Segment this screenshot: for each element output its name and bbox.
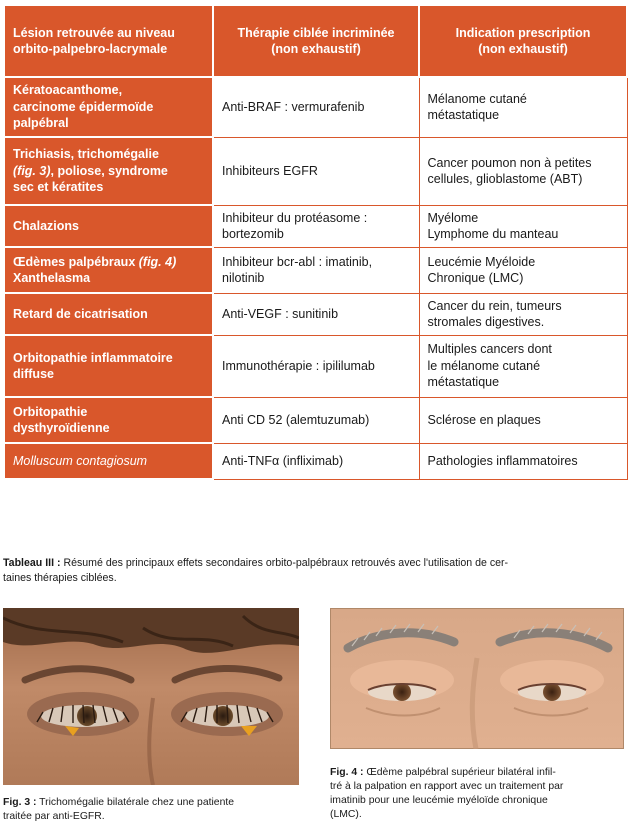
indication-cell-line: métastatique: [427, 108, 500, 123]
table-row: [4, 443, 627, 479]
fig3-caption: [3, 796, 303, 824]
fig4-photo: [330, 608, 624, 749]
side-effects-table: [3, 4, 628, 480]
therapy-cell: [213, 293, 419, 335]
lesion-cell: [4, 247, 213, 293]
lesion-cell-line: carcinome épidermoïde: [13, 99, 154, 114]
fig4-caption-label: Fig. 4 :: [330, 767, 364, 778]
therapy-cell-line: Anti CD 52 (alemtuzumab): [222, 412, 370, 427]
lesion-cell-line: Xanthelasma: [13, 271, 91, 285]
therapy-cell-line: Inhibiteur bcr-abl : imatinib,: [222, 254, 373, 269]
table-row: [4, 77, 627, 137]
indication-cell: [419, 137, 627, 205]
indication-cell-line: Lymphome du manteau: [427, 227, 559, 241]
lesion-cell: [4, 137, 213, 205]
therapy-cell-line: Anti-BRAF : vermurafenib: [222, 100, 365, 114]
table-row: [4, 293, 627, 335]
lesion-cell-line: dysthyroïdienne: [13, 421, 110, 435]
lesion-cell: [4, 77, 213, 137]
fig3-caption-text-1: Trichomégalie bilatérale chez une patiente: [36, 797, 235, 808]
lesion-cell-line: (fig. 3), poliose, syndrome: [13, 163, 168, 178]
therapy-cell: [213, 247, 419, 293]
table-row: [4, 335, 627, 397]
table-caption-label: Tableau III :: [3, 557, 61, 569]
indication-cell: [419, 247, 627, 293]
indication-cell: [419, 205, 627, 247]
therapy-cell-line: Inhibiteurs EGFR: [222, 163, 318, 178]
indication-cell-line: Mélanome cutané: [427, 91, 527, 106]
indication-cell-line: Leucémie Myéloide: [427, 254, 536, 269]
fig4-caption: [330, 766, 626, 822]
indication-cell: [419, 397, 627, 443]
therapy-cell: [213, 205, 419, 247]
fig3-caption-label: Fig. 3 :: [3, 797, 37, 808]
lesion-cell-line: Œdèmes palpébraux (fig. 4): [13, 254, 177, 269]
indication-cell-line: Chronique (LMC): [427, 271, 524, 285]
fig3-photo: [3, 608, 299, 785]
therapy-cell-line: bortezomib: [222, 227, 284, 241]
lesion-cell-line: palpébral: [13, 116, 69, 131]
indication-cell-line: stromales digestives.: [427, 315, 545, 329]
lesion-cell-line: Orbitopathie: [13, 404, 88, 419]
table-header-row: [4, 5, 627, 77]
fig4-caption-text-1: Œdème palpébral supérieur bilatéral infil-: [363, 767, 556, 778]
indication-cell-line: cellules, glioblastome (ABT): [427, 172, 583, 186]
lesion-cell: [4, 397, 213, 443]
lesion-cell: [4, 335, 213, 397]
therapy-cell-line: nilotinib: [222, 271, 265, 285]
lesion-cell-line: Molluscum contagiosum: [13, 453, 148, 468]
therapy-cell-line: Anti-VEGF : sunitinib: [222, 306, 339, 321]
lesion-cell-line: Orbitopathie inflammatoire: [13, 350, 173, 365]
lesion-cell-line: Trichiasis, trichomégalie: [13, 147, 159, 162]
indication-cell-line: Sclérose en plaques: [427, 412, 541, 427]
fig3-caption-text-2: traitée par anti-EGFR.: [3, 811, 105, 822]
lesion-cell-line: diffuse: [13, 367, 54, 381]
indication-cell-line: Myélome: [427, 210, 479, 225]
lesion-cell-line: Chalazions: [13, 218, 79, 233]
indication-cell-line: métastatique: [427, 375, 500, 390]
table-row: [4, 205, 627, 247]
indication-cell-line: Multiples cancers dont: [427, 342, 552, 357]
therapy-cell: [213, 137, 419, 205]
indication-cell: [419, 293, 627, 335]
therapy-cell-line: Inhibiteur du protéasome :: [222, 210, 368, 225]
therapy-cell: [213, 77, 419, 137]
header-indication: Indication prescription (non exhaustif): [419, 5, 627, 77]
table-caption: [3, 556, 623, 586]
therapy-cell-line: Anti-TNFα (infliximab): [222, 453, 344, 468]
indication-cell-line: le mélanome cutané: [427, 358, 541, 373]
header-lesion: Lésion retrouvée au niveau orbito-palpebro-lacrymale: [4, 5, 213, 77]
therapy-cell: [213, 397, 419, 443]
indication-cell: [419, 335, 627, 397]
indication-cell-line: Pathologies inflammatoires: [427, 453, 578, 468]
lesion-cell-line: Retard de cicatrisation: [13, 306, 148, 321]
lesion-cell: [4, 293, 213, 335]
therapy-cell: [213, 335, 419, 397]
table-caption-text-2: taines thérapies ciblées.: [3, 572, 117, 584]
indication-cell-line: Cancer poumon non à petites: [427, 155, 592, 170]
indication-cell: [419, 443, 627, 479]
fig4-caption-text-3: imatinib pour une leucémie myéloïde chronique: [330, 795, 548, 806]
table-caption-text-1: Résumé des principaux effets secondaires orbito-palpébraux retrouvés avec l'utilisation de cer-: [60, 557, 509, 569]
lesion-cell: [4, 443, 213, 479]
table-row: [4, 137, 627, 205]
therapy-cell-line: Immunothérapie : ipililumab: [222, 358, 375, 373]
table-row: [4, 247, 627, 293]
lesion-cell-line: sec et kératites: [13, 180, 104, 195]
indication-cell: [419, 77, 627, 137]
fig4-caption-text-2: tré à la palpation en rapport avec un traitement par: [330, 781, 564, 792]
table-row: [4, 397, 627, 443]
therapy-cell: [213, 443, 419, 479]
lesion-cell: [4, 205, 213, 247]
lesion-cell-line: Kératoacanthome,: [13, 83, 123, 98]
fig4-caption-text-4: (LMC).: [330, 809, 362, 820]
indication-cell-line: Cancer du rein, tumeurs: [427, 298, 562, 313]
header-therapy: Thérapie ciblée incriminée (non exhaustif): [213, 5, 419, 77]
